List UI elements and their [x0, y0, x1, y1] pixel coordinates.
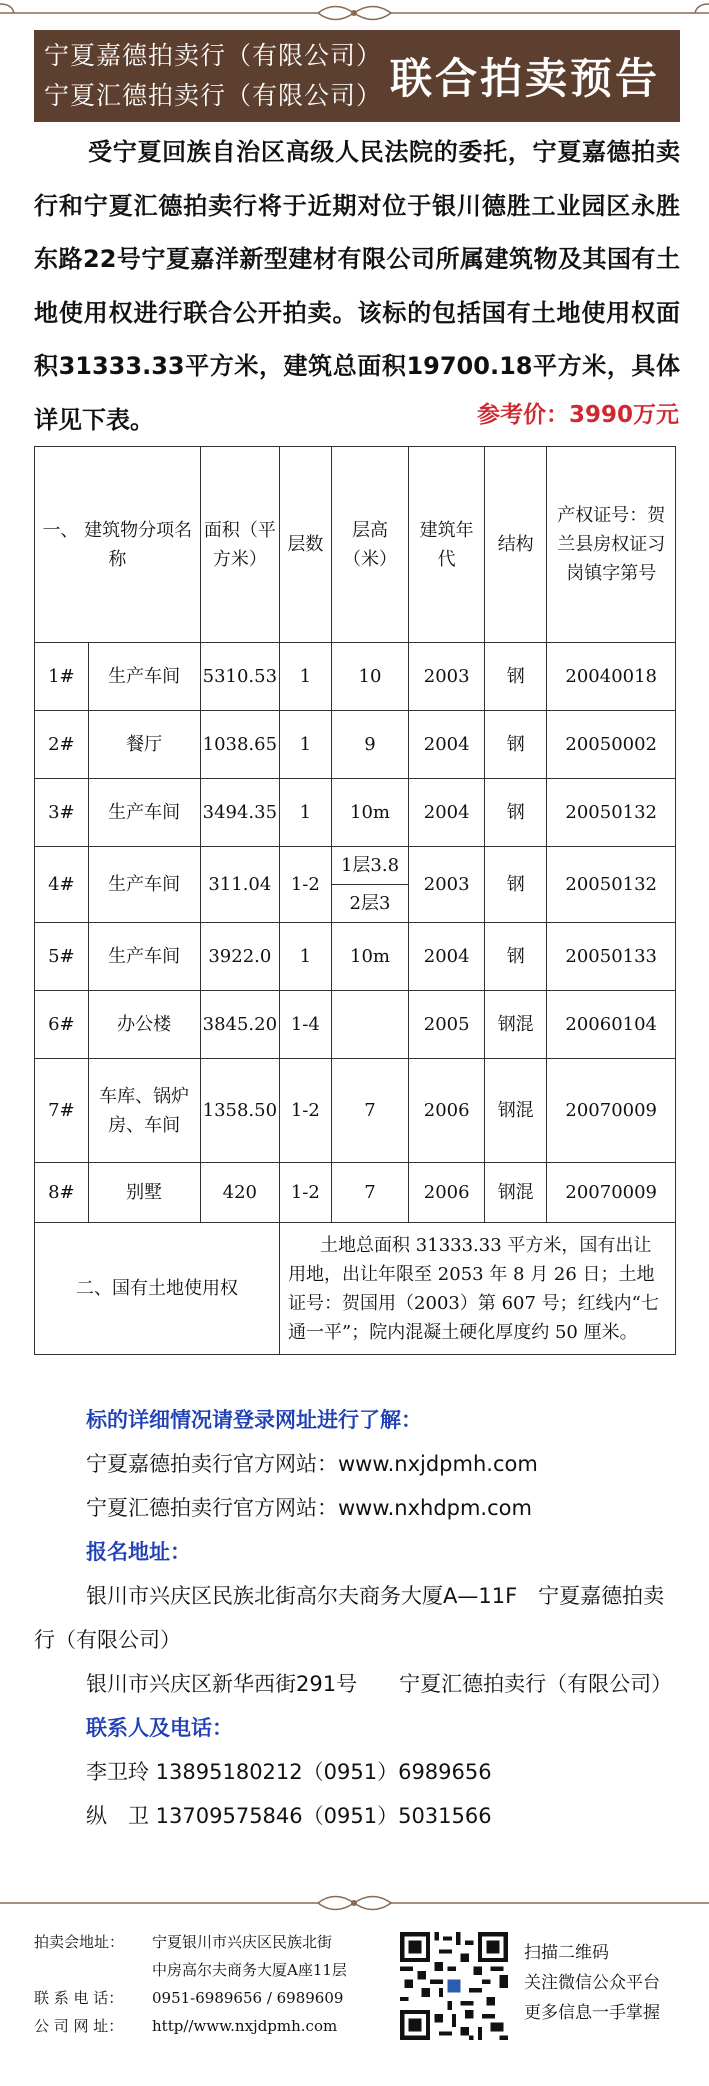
row-height: 10m — [331, 923, 409, 991]
header-structure: 结构 — [484, 447, 546, 643]
table-header-row — [35, 447, 676, 643]
row-structure: 钢混 — [484, 1059, 546, 1163]
header-year: 建筑年代 — [409, 447, 485, 643]
row-floors: 1-2 — [280, 1059, 332, 1163]
row-cert: 20050133 — [547, 923, 676, 991]
row-cert: 20040018 — [547, 643, 676, 711]
row-name: 生产车间 — [88, 643, 200, 711]
bottom-ornament-divider — [0, 1890, 709, 1916]
row-name: 生产车间 — [88, 847, 200, 923]
row-year: 2004 — [409, 711, 485, 779]
company-name-1: 宁夏嘉德拍卖行（有限公司） — [44, 41, 383, 70]
title-banner — [34, 30, 680, 122]
website-1 — [34, 1442, 680, 1486]
row-area: 1038.65 — [200, 711, 279, 779]
row-floors: 1 — [280, 923, 332, 991]
row-structure: 钢混 — [484, 1163, 546, 1223]
land-description: 土地总面积 31333.33 平方米，国有出让用地，出让年限至 2053 年 8 月 26 日；土地证号：贺国用（2003）第 607 号；红线内“七通一平”；院内混凝土硬化厚度约 50 厘米。 — [280, 1223, 676, 1355]
row-year: 2004 — [409, 923, 485, 991]
row-area: 3494.35 — [200, 779, 279, 847]
row-area: 311.04 — [200, 847, 279, 923]
row-height — [331, 991, 409, 1059]
row-structure: 钢 — [484, 847, 546, 923]
row-cert: 20050132 — [547, 847, 676, 923]
detail-heading: 标的详细情况请登录网址进行了解： — [86, 1408, 422, 1432]
row-height: 7 — [331, 1059, 409, 1163]
row-cert: 20050002 — [547, 711, 676, 779]
row-area: 1358.50 — [200, 1059, 279, 1163]
row-area: 3922.0 — [200, 923, 279, 991]
row-floors: 1-2 — [280, 847, 332, 923]
qr-caption-line-3: 更多信息一手掌握 — [524, 2003, 660, 2023]
row-cert: 20050132 — [547, 779, 676, 847]
row-name: 生产车间 — [88, 923, 200, 991]
website-1-label: 宁夏嘉德拍卖行官方网站： — [86, 1452, 338, 1476]
contact-info — [34, 1398, 680, 1838]
web-label: 公 司 网 址： — [34, 2017, 124, 2035]
property-table — [34, 446, 676, 1355]
row-year: 2005 — [409, 991, 485, 1059]
row-floors: 1 — [280, 643, 332, 711]
row-cert: 20070009 — [547, 1059, 676, 1163]
venue-line-2: 中房高尔夫商务大厦A座11层 — [152, 1961, 347, 1979]
row-structure: 钢 — [484, 923, 546, 991]
table-row — [35, 643, 676, 711]
row-area: 3845.20 — [200, 991, 279, 1059]
row-name: 生产车间 — [88, 779, 200, 847]
row-height: 7 — [331, 1163, 409, 1223]
qr-caption-line-2: 关注微信公众平台 — [524, 1973, 660, 1993]
website-2 — [34, 1486, 680, 1530]
registration-heading: 报名地址： — [86, 1540, 191, 1564]
table-row — [35, 779, 676, 847]
website-2-link[interactable]: www.nxhdpm.com — [338, 1496, 532, 1520]
contact-2: 纵 卫 13709575846（0951）5031566 — [86, 1804, 492, 1828]
row-height-floor1: 1层3.8 — [331, 847, 409, 885]
intro-paragraph: 受宁夏回族自治区高级人民法院的委托，宁夏嘉德拍卖行和宁夏汇德拍卖行将于近期对位于银川德胜工业园区永胜东路22号宁夏嘉洋新型建材有限公司所属建筑物及其国有土地使用权进行联合公开拍卖。该标的包括国有土地使用权面积31333.33平方米，建筑总面积19700.18平方米，具体详见下表。 — [34, 138, 680, 434]
row-year: 2006 — [409, 1059, 485, 1163]
phone-label: 联 系 电 话： — [34, 1989, 124, 2007]
web-value[interactable]: http//www.nxjdpmh.com — [152, 2017, 338, 2035]
row-cert: 20070009 — [547, 1163, 676, 1223]
header-floors: 层数 — [280, 447, 332, 643]
contact-1: 李卫玲 13895180212（0951）6989656 — [86, 1760, 492, 1784]
table-row — [35, 847, 676, 885]
header-item: 一、 建筑物分项名称 — [35, 447, 201, 643]
row-no: 7# — [35, 1059, 89, 1163]
table-row — [35, 711, 676, 779]
wechat-qr-code — [400, 1932, 508, 2040]
company-name-2: 宁夏汇德拍卖行（有限公司） — [44, 81, 383, 110]
registration-address-1: 银川市兴庆区民族北街高尔夫商务大厦A—11F 宁夏嘉德拍卖行（有限公司） — [34, 1584, 665, 1652]
row-name: 别墅 — [88, 1163, 200, 1223]
row-no: 3# — [35, 779, 89, 847]
row-height-floor2: 2层3 — [331, 885, 409, 923]
row-floors: 1 — [280, 711, 332, 779]
row-year: 2006 — [409, 1163, 485, 1223]
reference-price: 参考价：3990万元 — [476, 402, 679, 428]
banner-title: 联合拍卖预告 — [390, 54, 661, 103]
qr-caption — [524, 1938, 660, 2028]
row-year: 2003 — [409, 847, 485, 923]
row-height: 10m — [331, 779, 409, 847]
venue-label: 拍卖会地址： — [34, 1933, 125, 1951]
row-no: 2# — [35, 711, 89, 779]
header-height: 层高（米） — [331, 447, 409, 643]
header-cert: 产权证号：贺兰县房权证习岗镇字第号 — [547, 447, 676, 643]
row-structure: 钢 — [484, 643, 546, 711]
qr-caption-line-1: 扫描二维码 — [524, 1943, 609, 1963]
land-label: 二、国有土地使用权 — [35, 1223, 280, 1355]
table-row — [35, 1059, 676, 1163]
website-1-link[interactable]: www.nxjdpmh.com — [338, 1452, 538, 1476]
land-row — [35, 1223, 676, 1355]
venue-line-1: 宁夏银川市兴庆区民族北街 — [152, 1933, 333, 1951]
row-structure: 钢 — [484, 711, 546, 779]
row-name: 办公楼 — [88, 991, 200, 1059]
row-floors: 1-4 — [280, 991, 332, 1059]
row-area: 420 — [200, 1163, 279, 1223]
phone-value: 0951-6989656 / 6989609 — [152, 1989, 344, 2007]
header-area: 面积（平方米） — [200, 447, 279, 643]
row-structure: 钢混 — [484, 991, 546, 1059]
footer — [34, 1924, 680, 2054]
table-row — [35, 1163, 676, 1223]
registration-address-2: 银川市兴庆区新华西街291号 宁夏汇德拍卖行（有限公司） — [86, 1672, 673, 1696]
row-cert: 20060104 — [547, 991, 676, 1059]
row-structure: 钢 — [484, 779, 546, 847]
row-no: 5# — [35, 923, 89, 991]
row-floors: 1 — [280, 779, 332, 847]
row-area: 5310.53 — [200, 643, 279, 711]
top-ornament-divider — [0, 0, 709, 26]
row-height: 9 — [331, 711, 409, 779]
row-name: 车库、锅炉房、车间 — [88, 1059, 200, 1163]
row-no: 4# — [35, 847, 89, 923]
row-floors: 1-2 — [280, 1163, 332, 1223]
website-2-label: 宁夏汇德拍卖行官方网站： — [86, 1496, 338, 1520]
row-no: 1# — [35, 643, 89, 711]
row-year: 2004 — [409, 779, 485, 847]
table-row — [35, 991, 676, 1059]
contact-heading: 联系人及电话： — [86, 1716, 233, 1740]
row-no: 8# — [35, 1163, 89, 1223]
row-height: 10 — [331, 643, 409, 711]
table-row — [35, 923, 676, 991]
row-year: 2003 — [409, 643, 485, 711]
row-name: 餐厅 — [88, 711, 200, 779]
row-no: 6# — [35, 991, 89, 1059]
